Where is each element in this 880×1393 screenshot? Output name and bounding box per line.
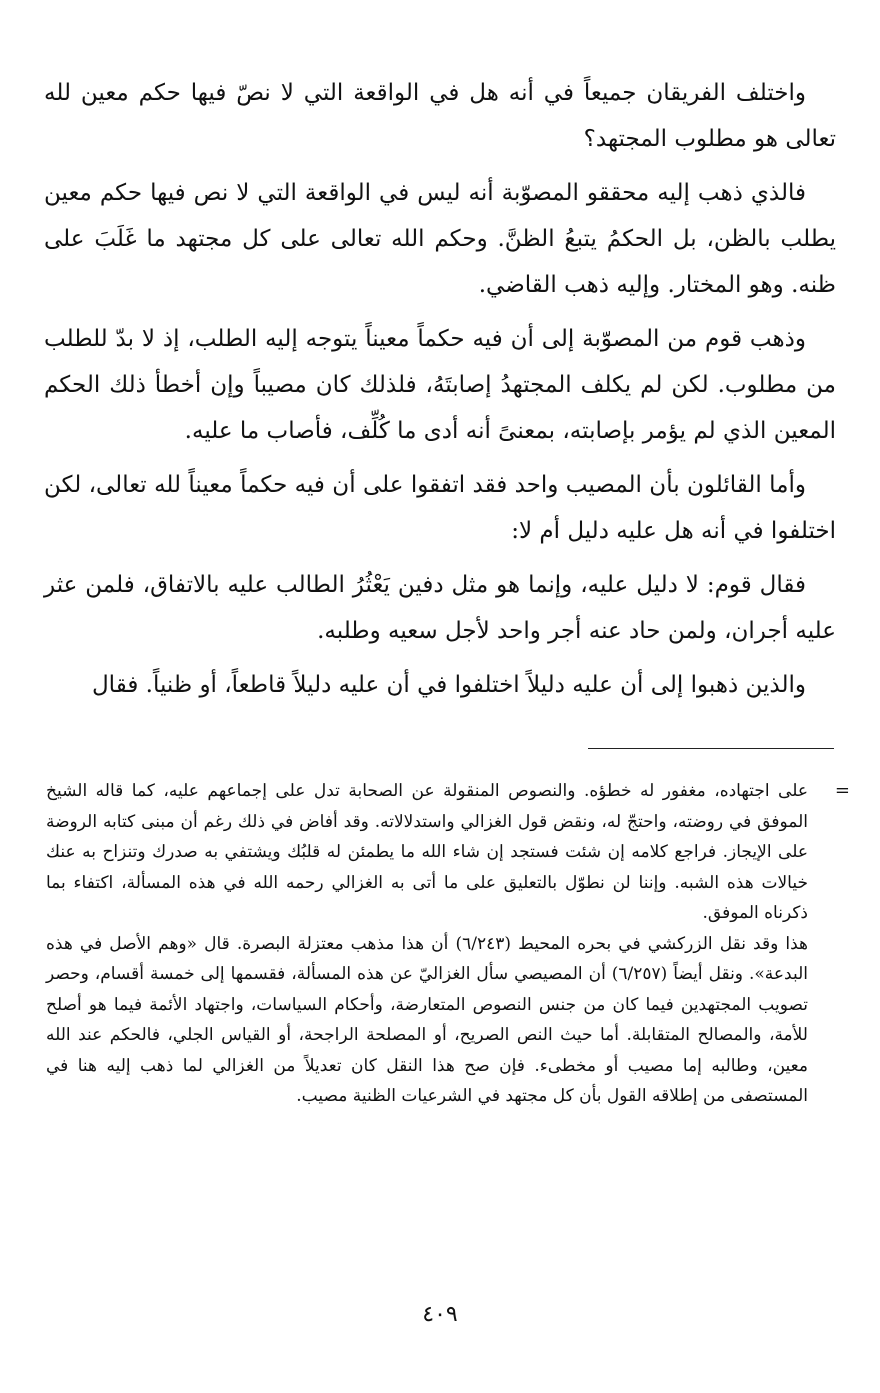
main-paragraph: واختلف الفريقان جميعاً في أنه هل في الواقعة التي لا نصّ فيها حكم معين لله تعالى هو مطلوب المجتهد؟: [44, 80, 836, 152]
main-text-block: [44, 70, 836, 716]
footnote-paragraph: هذا وقد نقل الزركشي في بحره المحيط (٦/٢٤٣) أن هذا مذهب معتزلة البصرة. قال «وهم الأصل في هذه البدعة». ونقل أيضاً (٦/٢٥٧) أن المصيصي سأل الغزاليّ عن هذه المسألة، فقسمها إلى خمسة أقسام، وحصر تصويب المجتهدين فيما كان من جنس النصوص المتعارضة، وأحكام السياسات، واجتهاد الأئمة فيما هو أصلح للأمة، والمصالح المتقابلة. أما حيث النص الصريح، أو المصلحة الراجحة، أو القياس الجلي، فالحكم عند الله معين، وطالبه إما مصيب أو مخطىء. فإن صح هذا النقل كان تعديلاً من الغزالي لما ذهب إليه هنا في المستصفى من إطلاقه القول بأن كل مجتهد في الشرعيات الظنية مصيب.: [46, 933, 809, 1106]
footnotes-block: [46, 776, 808, 1112]
main-paragraph: فالذي ذهب إليه محققو المصوّبة أنه ليس في الواقعة التي لا نص فيها حكم معين يطلب بالظن، بل الحكمُ يتبعُ الظنَّ. وحكم الله تعالى على كل مجتهد ما غَلَبَ على ظنه. وهو المختار. وإليه ذهب القاضي.: [44, 180, 836, 298]
main-paragraph: فقال قوم: لا دليل عليه، وإنما هو مثل دفين يَعْثُرُ الطالب عليه بالاتفاق، فلمن عثر عليه أجران، ولمن حاد عنه أجر واحد لأجل سعيه وطلبه.: [44, 572, 836, 644]
page-number: ٤٠٩: [422, 1302, 458, 1327]
main-paragraph: وأما القائلون بأن المصيب واحد فقد اتفقوا على أن فيه حكماً معيناً لله تعالى، لكن اختلفوا في أنه هل عليه دليل أم لا:: [44, 472, 836, 544]
main-paragraph: والذين ذهبوا إلى أن عليه دليلاً اختلفوا في أن عليه دليلاً قاطعاً، أو ظنياً. فقال: [91, 672, 806, 698]
main-paragraph: وذهب قوم من المصوّبة إلى أن فيه حكماً معيناً يتوجه إليه الطلب، إذ لا بدّ للطلب من مطلوب. لكن لم يكلف المجتهدُ إصابتَهُ، فلذلك كان مصيباً وإن أخطأ ذلك الحكم المعين الذي لم يؤمر بإصابته، بمعنىً أنه أدى ما كُلِّف، فأصاب ما عليه.: [44, 326, 836, 444]
footnote-continuation-mark: =: [834, 780, 850, 801]
footnote-divider: [588, 748, 834, 749]
footnote-paragraph: على اجتهاده، مغفور له خطؤه. والنصوص المنقولة عن الصحابة تدل على إجماعهم عليه، كما قاله الشيخ الموفق في روضته، واحتجّ له، ونقض قول الغزالي واستدلالاته. وقد أفاض في ذلك رغم أن مبنى كتابه الروضة على الإيجاز. فراجع كلامه إن شئت فستجد إن شاء الله ما يطمئن له قلبُك ويشتفي به صدرك وتنزاح به عنك خيالات هذه الشبه. وإننا لن نطوّل بالتعليق على ما أتى به الغزالي رحمه الله في هذه المسألة، اكتفاء بما ذكرناه الموفق.: [46, 781, 808, 923]
